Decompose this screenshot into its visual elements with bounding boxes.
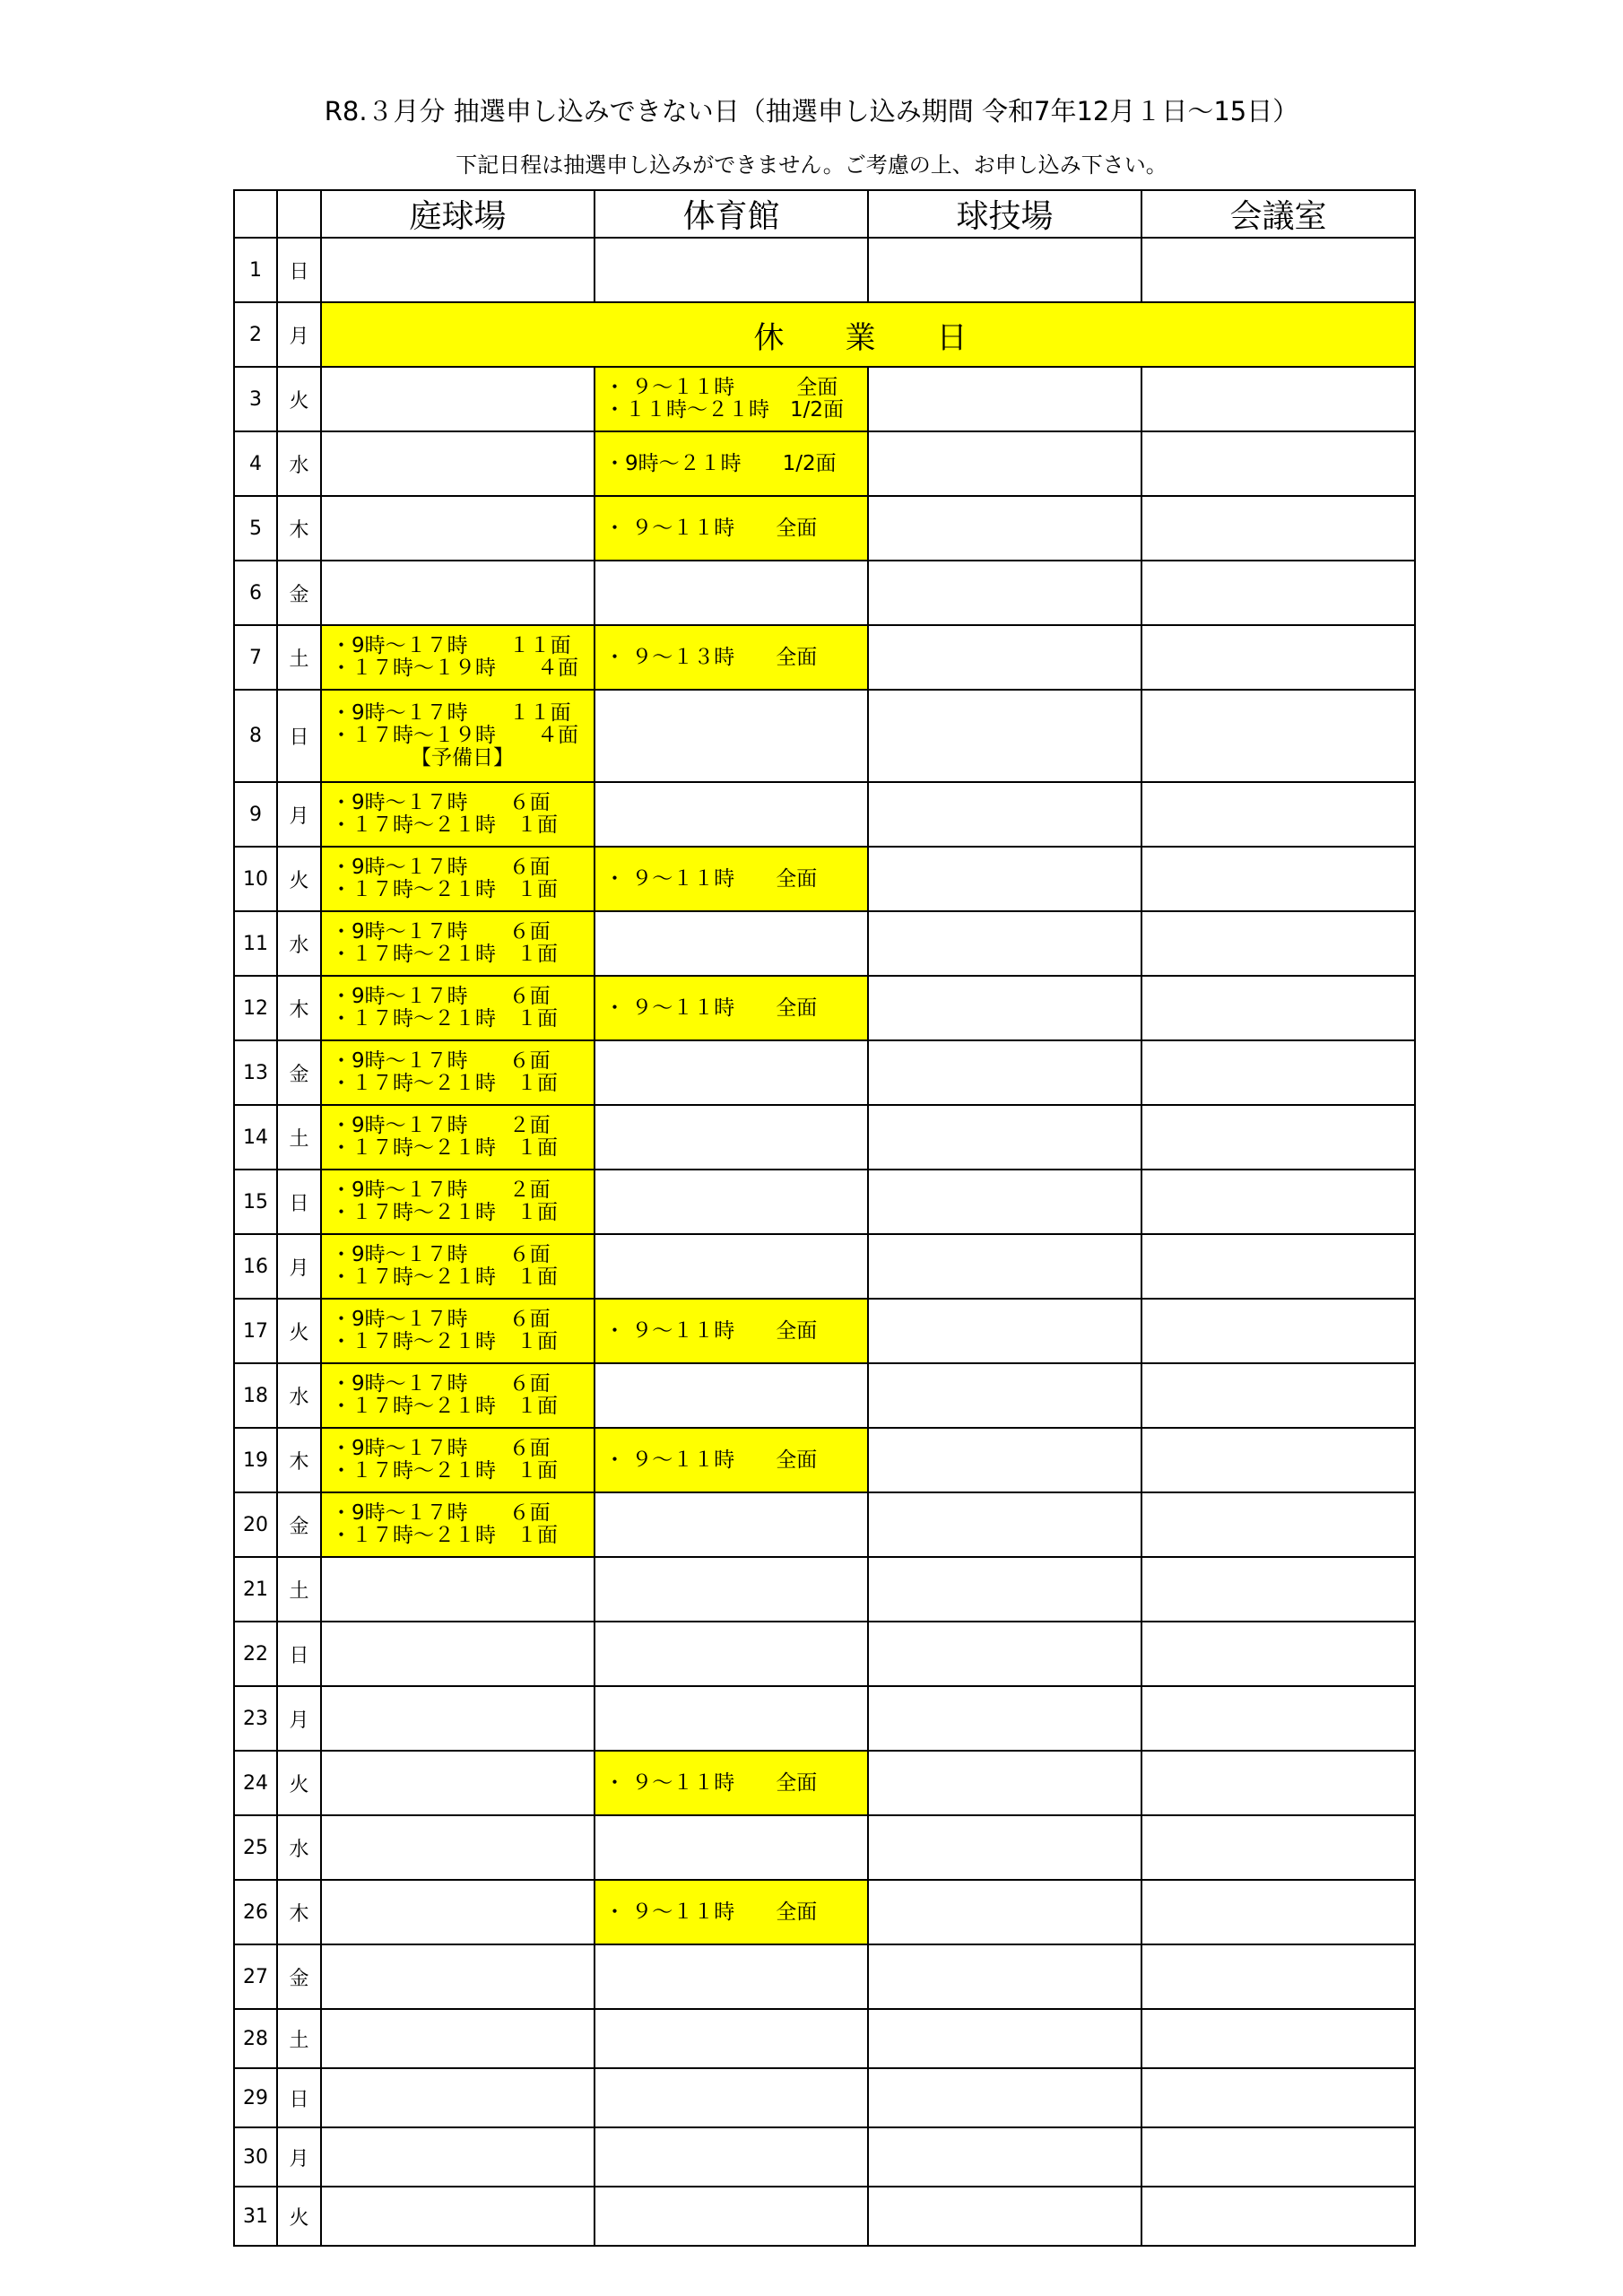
gymnasium-cell — [595, 1299, 868, 1363]
table-row — [234, 367, 1415, 431]
unavailable-slot: ・ ９～１１時 全面 — [604, 1318, 818, 1343]
day-number: 3 — [234, 367, 277, 431]
day-number: 23 — [234, 1686, 277, 1751]
day-number: 4 — [234, 431, 277, 496]
tennis-court-cell — [321, 431, 595, 496]
day-number: 12 — [234, 976, 277, 1040]
day-of-week: 土 — [277, 625, 321, 690]
meeting-room-cell — [1141, 625, 1415, 690]
unavailable-slot: ・ ９～１１時 全面 — [604, 1900, 818, 1924]
gymnasium-cell — [595, 1040, 868, 1105]
day-of-week: 月 — [277, 2127, 321, 2187]
ball-field-cell — [868, 561, 1141, 625]
meeting-room-cell — [1141, 1751, 1415, 1815]
ball-field-cell — [868, 1622, 1141, 1686]
tennis-court-cell — [321, 1751, 595, 1815]
tennis-court-cell — [321, 847, 595, 911]
day-of-week: 日 — [277, 690, 321, 782]
table-row — [234, 1686, 1415, 1751]
day-of-week: 日 — [277, 2068, 321, 2127]
meeting-room-cell — [1141, 2127, 1415, 2187]
ball-field-cell — [868, 690, 1141, 782]
table-row — [234, 2068, 1415, 2127]
gymnasium-cell — [595, 2127, 868, 2187]
day-of-week: 金 — [277, 1944, 321, 2009]
meeting-room-cell — [1141, 1040, 1415, 1105]
ball-field-cell — [868, 1170, 1141, 1234]
ball-field-cell — [868, 625, 1141, 690]
gymnasium-cell — [595, 1751, 868, 1815]
day-number: 26 — [234, 1880, 277, 1944]
schedule-table — [233, 189, 1416, 2247]
gymnasium-cell — [595, 911, 868, 976]
tennis-court-cell — [321, 690, 595, 782]
tennis-court-cell — [321, 625, 595, 690]
meeting-room-cell — [1141, 367, 1415, 431]
tennis-court-cell — [321, 1299, 595, 1363]
table-row — [234, 431, 1415, 496]
ball-field-cell — [868, 1880, 1141, 1944]
day-number: 18 — [234, 1363, 277, 1428]
gymnasium-cell — [595, 1686, 868, 1751]
ball-field-cell — [868, 496, 1141, 561]
day-number: 15 — [234, 1170, 277, 1234]
ball-field-cell — [868, 2127, 1141, 2187]
day-of-week: 木 — [277, 1880, 321, 1944]
ball-field-cell — [868, 1944, 1141, 2009]
meeting-room-cell — [1141, 1363, 1415, 1428]
day-of-week: 土 — [277, 1557, 321, 1622]
header-blank-day — [234, 190, 277, 238]
meeting-room-cell — [1141, 1170, 1415, 1234]
unavailable-slot: ・9時～１７時 ６面 — [331, 1049, 551, 1073]
gymnasium-cell — [595, 2009, 868, 2068]
day-number: 19 — [234, 1428, 277, 1492]
gymnasium-cell — [595, 782, 868, 847]
unavailable-slot: ・9時～１７時 ６面 — [331, 1372, 551, 1396]
header-gymnasium: 体育館 — [595, 190, 868, 238]
day-of-week: 木 — [277, 1428, 321, 1492]
unavailable-slot: ・ ９～１１時 全面 — [604, 516, 818, 540]
table-row — [234, 1299, 1415, 1363]
meeting-room-cell — [1141, 1492, 1415, 1557]
reserve-day-note: 【予備日】 — [411, 746, 514, 770]
gymnasium-cell — [595, 690, 868, 782]
tennis-court-cell — [321, 1944, 595, 2009]
table-row — [234, 2187, 1415, 2246]
meeting-room-cell — [1141, 1622, 1415, 1686]
day-number: 30 — [234, 2127, 277, 2187]
table-row — [234, 1170, 1415, 1234]
meeting-room-cell — [1141, 1234, 1415, 1299]
day-number: 22 — [234, 1622, 277, 1686]
day-number: 25 — [234, 1815, 277, 1880]
table-row — [234, 625, 1415, 690]
tennis-court-cell — [321, 496, 595, 561]
ball-field-cell — [868, 1686, 1141, 1751]
unavailable-slot: ・１７時～２１時 １面 — [331, 813, 558, 837]
unavailable-slot: ・ ９～１１時 全面 — [604, 866, 818, 891]
gymnasium-cell — [595, 1815, 868, 1880]
day-of-week: 火 — [277, 847, 321, 911]
unavailable-slot: ・9時～１７時 １１面 — [331, 701, 571, 725]
ball-field-cell — [868, 1492, 1141, 1557]
day-of-week: 水 — [277, 431, 321, 496]
ball-field-cell — [868, 1105, 1141, 1170]
tennis-court-cell — [321, 1557, 595, 1622]
gymnasium-cell — [595, 1234, 868, 1299]
unavailable-slot: ・ ９～１１時 全面 — [604, 1770, 818, 1795]
ball-field-cell — [868, 2187, 1141, 2246]
gymnasium-cell — [595, 1105, 868, 1170]
tennis-court-cell — [321, 1492, 595, 1557]
day-of-week: 火 — [277, 1299, 321, 1363]
table-row — [234, 238, 1415, 302]
unavailable-slot: ・１７時～２１時 １面 — [331, 1459, 558, 1483]
unavailable-slot: ・１７時～２１時 １面 — [331, 1136, 558, 1160]
gymnasium-cell — [595, 847, 868, 911]
tennis-court-cell — [321, 561, 595, 625]
ball-field-cell — [868, 1234, 1141, 1299]
table-row — [234, 1105, 1415, 1170]
day-number: 2 — [234, 302, 277, 367]
gymnasium-cell — [595, 496, 868, 561]
table-row — [234, 847, 1415, 911]
page-title: R8.３月分 抽選申し込みできない日（抽選申し込み期間 令和7年12月１日～15日） — [324, 96, 1299, 126]
gymnasium-cell — [595, 976, 868, 1040]
ball-field-cell — [868, 847, 1141, 911]
table-row — [234, 782, 1415, 847]
day-of-week: 土 — [277, 2009, 321, 2068]
meeting-room-cell — [1141, 1686, 1415, 1751]
day-number: 11 — [234, 911, 277, 976]
tennis-court-cell — [321, 2127, 595, 2187]
unavailable-slot: ・１７時～２１時 １面 — [331, 878, 558, 901]
meeting-room-cell — [1141, 496, 1415, 561]
meeting-room-cell — [1141, 1428, 1415, 1492]
unavailable-slot: ・１７時～２１時 １面 — [331, 1330, 558, 1353]
gymnasium-cell — [595, 2068, 868, 2127]
day-number: 10 — [234, 847, 277, 911]
unavailable-slot: ・ ９～１１時 全面 — [604, 376, 838, 399]
unavailable-slot: ・9時～１７時 ６面 — [331, 985, 551, 1008]
table-row — [234, 1944, 1415, 2009]
tennis-court-cell — [321, 1622, 595, 1686]
table-row — [234, 690, 1415, 782]
unavailable-slot: ・9時～１７時 ６面 — [331, 920, 551, 944]
ball-field-cell — [868, 911, 1141, 976]
table-row — [234, 1363, 1415, 1428]
unavailable-slot: ・ ９～１３時 全面 — [604, 645, 818, 669]
tennis-court-cell — [321, 2187, 595, 2246]
day-of-week: 月 — [277, 302, 321, 367]
unavailable-slot: ・9時～１７時 ６面 — [331, 1243, 551, 1266]
tennis-court-cell — [321, 367, 595, 431]
meeting-room-cell — [1141, 1557, 1415, 1622]
unavailable-slot: ・１７時～２１時 １面 — [331, 1201, 558, 1224]
gymnasium-cell — [595, 1428, 868, 1492]
day-of-week: 日 — [277, 1170, 321, 1234]
day-of-week: 木 — [277, 976, 321, 1040]
meeting-room-cell — [1141, 431, 1415, 496]
ball-field-cell — [868, 976, 1141, 1040]
meeting-room-cell — [1141, 1880, 1415, 1944]
day-of-week: 日 — [277, 1622, 321, 1686]
meeting-room-cell — [1141, 976, 1415, 1040]
header-row — [234, 190, 1415, 238]
ball-field-cell — [868, 2009, 1141, 2068]
tennis-court-cell — [321, 1040, 595, 1105]
day-of-week: 日 — [277, 238, 321, 302]
table-row — [234, 2009, 1415, 2068]
tennis-court-cell — [321, 1428, 595, 1492]
gymnasium-cell — [595, 1170, 868, 1234]
table-row — [234, 1880, 1415, 1944]
gymnasium-cell — [595, 1622, 868, 1686]
day-number: 28 — [234, 2009, 277, 2068]
day-of-week: 火 — [277, 1751, 321, 1815]
meeting-room-cell — [1141, 561, 1415, 625]
table-row — [234, 1040, 1415, 1105]
tennis-court-cell — [321, 1880, 595, 1944]
day-number: 29 — [234, 2068, 277, 2127]
meeting-room-cell — [1141, 911, 1415, 976]
unavailable-slot: ・ ９～１１時 全面 — [604, 1448, 818, 1472]
day-of-week: 金 — [277, 1040, 321, 1105]
unavailable-slot: ・１７時～２１時 １面 — [331, 1265, 558, 1289]
table-row — [234, 1428, 1415, 1492]
unavailable-slot: ・１７時～２１時 １面 — [331, 1395, 558, 1418]
unavailable-slot: ・9時～１７時 １１面 — [331, 634, 571, 657]
header-ball-field: 球技場 — [868, 190, 1141, 238]
day-of-week: 金 — [277, 1492, 321, 1557]
gymnasium-cell — [595, 431, 868, 496]
gymnasium-cell — [595, 625, 868, 690]
header-blank-weekday — [277, 190, 321, 238]
unavailable-slot: ・9時～１７時 ６面 — [331, 1501, 551, 1525]
tennis-court-cell — [321, 1105, 595, 1170]
table-row — [234, 976, 1415, 1040]
ball-field-cell — [868, 367, 1141, 431]
unavailable-slot: ・9時～１７時 ２面 — [331, 1178, 551, 1202]
gymnasium-cell — [595, 1363, 868, 1428]
day-of-week: 金 — [277, 561, 321, 625]
day-of-week: 月 — [277, 1234, 321, 1299]
meeting-room-cell — [1141, 238, 1415, 302]
ball-field-cell — [868, 1751, 1141, 1815]
ball-field-cell — [868, 1815, 1141, 1880]
day-of-week: 火 — [277, 367, 321, 431]
meeting-room-cell — [1141, 690, 1415, 782]
day-of-week: 火 — [277, 2187, 321, 2246]
meeting-room-cell — [1141, 782, 1415, 847]
meeting-room-cell — [1141, 847, 1415, 911]
meeting-room-cell — [1141, 2009, 1415, 2068]
day-number: 8 — [234, 690, 277, 782]
unavailable-slot: ・ ９～１１時 全面 — [604, 996, 818, 1020]
table-row — [234, 302, 1415, 367]
table-row — [234, 1622, 1415, 1686]
gymnasium-cell — [595, 1492, 868, 1557]
tennis-court-cell — [321, 2068, 595, 2127]
gymnasium-cell — [595, 1944, 868, 2009]
tennis-court-cell — [321, 1170, 595, 1234]
table-row — [234, 2127, 1415, 2187]
table-row — [234, 1557, 1415, 1622]
day-of-week: 水 — [277, 911, 321, 976]
meeting-room-cell — [1141, 1815, 1415, 1880]
day-number: 24 — [234, 1751, 277, 1815]
table-row — [234, 1492, 1415, 1557]
day-number: 5 — [234, 496, 277, 561]
unavailable-slot: ・１７時～１９時 ４面 — [331, 657, 578, 680]
unavailable-slot: ・9時～１７時 ６面 — [331, 856, 551, 879]
day-number: 9 — [234, 782, 277, 847]
unavailable-slot: ・9時～２１時 1/2面 — [604, 451, 837, 475]
ball-field-cell — [868, 1428, 1141, 1492]
gymnasium-cell — [595, 2187, 868, 2246]
ball-field-cell — [868, 1040, 1141, 1105]
meeting-room-cell — [1141, 1944, 1415, 2009]
ball-field-cell — [868, 1363, 1141, 1428]
gymnasium-cell — [595, 1557, 868, 1622]
day-of-week: 木 — [277, 496, 321, 561]
unavailable-slot: ・9時～１７時 ６面 — [331, 791, 551, 814]
gymnasium-cell — [595, 367, 868, 431]
ball-field-cell — [868, 2068, 1141, 2127]
ball-field-cell — [868, 782, 1141, 847]
day-number: 1 — [234, 238, 277, 302]
unavailable-slot: ・9時～１７時 ６面 — [331, 1437, 551, 1460]
meeting-room-cell — [1141, 2187, 1415, 2246]
tennis-court-cell — [321, 1234, 595, 1299]
day-of-week: 土 — [277, 1105, 321, 1170]
meeting-room-cell — [1141, 1105, 1415, 1170]
unavailable-slot: ・9時～１７時 ６面 — [331, 1308, 551, 1331]
day-number: 27 — [234, 1944, 277, 2009]
unavailable-slot: ・9時～１７時 ２面 — [331, 1114, 551, 1137]
tennis-court-cell — [321, 976, 595, 1040]
table-row — [234, 1815, 1415, 1880]
table-row — [234, 496, 1415, 561]
tennis-court-cell — [321, 238, 595, 302]
unavailable-slot: ・１７時～２１時 １面 — [331, 1072, 558, 1095]
day-number: 21 — [234, 1557, 277, 1622]
meeting-room-cell — [1141, 1299, 1415, 1363]
tennis-court-cell — [321, 1686, 595, 1751]
day-number: 7 — [234, 625, 277, 690]
header-tennis-court: 庭球場 — [321, 190, 595, 238]
unavailable-slot: ・１７時～２１時 １面 — [331, 1524, 558, 1547]
day-number: 14 — [234, 1105, 277, 1170]
table-row — [234, 1234, 1415, 1299]
unavailable-slot: ・１７時～１９時 ４面 — [331, 724, 578, 747]
day-of-week: 月 — [277, 782, 321, 847]
day-of-week: 水 — [277, 1815, 321, 1880]
gymnasium-cell — [595, 1880, 868, 1944]
ball-field-cell — [868, 1299, 1141, 1363]
table-row — [234, 561, 1415, 625]
holiday-cell: 休 業 日 — [321, 302, 1415, 367]
tennis-court-cell — [321, 911, 595, 976]
tennis-court-cell — [321, 782, 595, 847]
ball-field-cell — [868, 1557, 1141, 1622]
day-number: 31 — [234, 2187, 277, 2246]
tennis-court-cell — [321, 2009, 595, 2068]
day-number: 16 — [234, 1234, 277, 1299]
tennis-court-cell — [321, 1815, 595, 1880]
unavailable-slot: ・１７時～２１時 １面 — [331, 1007, 558, 1031]
tennis-court-cell — [321, 1363, 595, 1428]
day-number: 6 — [234, 561, 277, 625]
unavailable-slot: ・１１時～２１時 1/2面 — [604, 398, 845, 422]
day-number: 17 — [234, 1299, 277, 1363]
day-number: 20 — [234, 1492, 277, 1557]
gymnasium-cell — [595, 238, 868, 302]
page-subtitle: 下記日程は抽選申し込みができません。ご考慮の上、お申し込み下さい。 — [456, 152, 1167, 178]
gymnasium-cell — [595, 561, 868, 625]
day-number: 13 — [234, 1040, 277, 1105]
day-of-week: 水 — [277, 1363, 321, 1428]
header-meeting-room: 会議室 — [1141, 190, 1415, 238]
ball-field-cell — [868, 238, 1141, 302]
table-row — [234, 911, 1415, 976]
unavailable-slot: ・１７時～２１時 １面 — [331, 943, 558, 966]
day-of-week: 月 — [277, 1686, 321, 1751]
ball-field-cell — [868, 431, 1141, 496]
meeting-room-cell — [1141, 2068, 1415, 2127]
table-row — [234, 1751, 1415, 1815]
